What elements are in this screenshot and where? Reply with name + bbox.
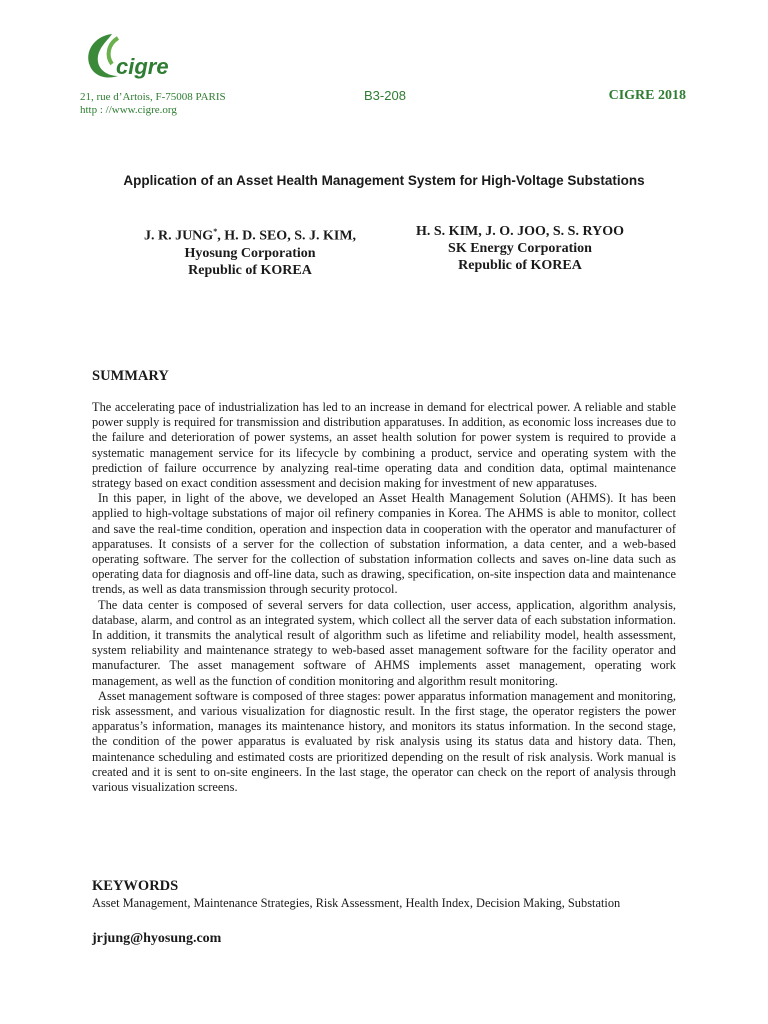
conference-name: CIGRE 2018 (608, 88, 686, 103)
summary-paragraph: In this paper, in light of the above, we developed an Asset Health Management Solution (AHMS). It has been applied to high-voltage substations of major oil refinery companies in Korea. The AHMS is able to monitor, collect and save the real-time condition, operation and inspection data in cooperation with the operator and manufacturer of apparatuses. It consists of a server for the collection of substation information, a data center, and a web-based operating software. The server for the collection of substation information collects and saves on-line data such as operating data for diagnosis and off-line data, such as drawing, specification, on-site inspection data and maintenance trends, as well as data transmission through security protocol. (92, 491, 676, 597)
authors-group-left (100, 223, 400, 279)
author-affiliation: SK Energy Corporation (448, 241, 592, 256)
summary-heading: SUMMARY (92, 368, 169, 384)
author-country: Republic of KOREA (458, 258, 582, 273)
paper-title: Application of an Asset Health Management System for High-Voltage Substations (123, 173, 645, 188)
author-names: H. S. KIM, J. O. JOO, S. S. RYOO (416, 224, 624, 239)
cigre-logo (78, 30, 170, 88)
keywords-text: Asset Management, Maintenance Strategies, Risk Assessment, Health Index, Decision Making, Substation (92, 896, 621, 910)
author-country: Republic of KOREA (188, 262, 312, 278)
corresponding-marker: * (213, 227, 218, 236)
summary-paragraph: Asset management software is composed of three stages: power apparatus information management and monitoring, risk assessment, and various visualization for diagnostic result. In the first stage, the operator registers the power apparatus’s information, manages its maintenance history, and monitors its status information. In the second stage, the condition of the power apparatus is evaluated by risk analysis using its status data and history data. Then, maintenance scheduling and estimated costs are prioritized depending on the result of risk analysis. Work manual is created and it is sent to on-site engineers. In the last stage, the operator can check on the report of analysis through various visualization screens. (92, 688, 676, 795)
logo-text: cigre (116, 54, 169, 79)
authors-group-right (370, 223, 670, 274)
address-block (80, 91, 226, 117)
summary-paragraph: The data center is composed of several servers for data collection, user access, application, algorithm analysis, database, alarm, and control as an integrated system, which collect all the server data of each substation information. In addition, it transmits the analytical result of algorithm such as lifetime and reliability model, health assessment, system reliability and maintenance strategy to web-based asset management software for the facility operator and manufacturer. The asset management software of AHMS implements asset management, operating work management, as well as the function of condition monitoring and algorithm result monitoring. (92, 597, 676, 688)
address-line: 21, rue d’Artois, F-75008 PARIS (80, 91, 226, 103)
author-names: J. R. JUNG*, H. D. SEO, S. J. KIM, (143, 227, 357, 244)
keywords-heading: KEYWORDS (92, 878, 179, 894)
website-link[interactable]: http : //www.cigre.org (80, 104, 177, 116)
author-affiliation: Hyosung Corporation (184, 245, 316, 261)
contact-email[interactable]: jrjung@hyosung.com (92, 931, 222, 946)
summary-body (92, 400, 676, 795)
summary-paragraph: The accelerating pace of industrialization has led to an increase in demand for electrical power. A reliable and stable power supply is required for transmission and distribution apparatuses. In addition, as economic loss increases due to the failure and deterioration of power systems, an asset health solution for power system is required to provide a systematic management service for its lifecycle by combining a product, service and operating system with the prediction of failure occurrence by analyzing real-time operating data and condition data, optimal maintenance strategy based on exact condition assessment and decision making for investment of new apparatuses. (92, 400, 676, 491)
paper-code: B3-208 (364, 88, 406, 103)
